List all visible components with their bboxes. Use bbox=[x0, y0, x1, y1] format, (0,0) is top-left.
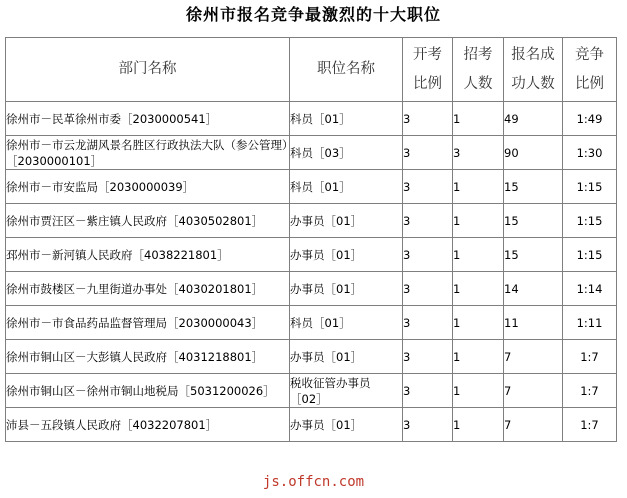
cell-dept: 徐州市－市安监局［2030000039］ bbox=[6, 170, 290, 204]
cell-exam-ratio: 3 bbox=[403, 374, 453, 408]
cell-success: 49 bbox=[504, 102, 563, 136]
cell-success: 15 bbox=[504, 170, 563, 204]
cell-dept: 沛县－五段镇人民政府［4032207801］ bbox=[6, 408, 290, 442]
cell-success: 11 bbox=[504, 306, 563, 340]
cell-dept: 邳州市－新河镇人民政府［4038221801］ bbox=[6, 238, 290, 272]
cell-competition: 1:11 bbox=[563, 306, 617, 340]
cell-position: 科员［01］ bbox=[290, 102, 403, 136]
cell-success: 90 bbox=[504, 136, 563, 170]
cell-position: 办事员［01］ bbox=[290, 204, 403, 238]
cell-success: 14 bbox=[504, 272, 563, 306]
cell-exam-ratio: 3 bbox=[403, 238, 453, 272]
cell-position: 科员［01］ bbox=[290, 306, 403, 340]
header-competition-line2: 比例 bbox=[575, 75, 604, 92]
cell-exam-ratio: 3 bbox=[403, 306, 453, 340]
header-recruit-line2: 人数 bbox=[463, 75, 493, 92]
cell-dept: 徐州市－市云龙湖风景名胜区行政执法大队（参公管理）［2030000101］ bbox=[6, 137, 288, 168]
header-success-line2: 功人数 bbox=[511, 75, 555, 92]
header-row bbox=[6, 38, 617, 102]
cell-exam-ratio: 3 bbox=[403, 102, 453, 136]
cell-recruit: 1 bbox=[453, 204, 504, 238]
table-row bbox=[6, 170, 617, 204]
page-title: 徐州市报名竞争最激烈的十大职位 bbox=[185, 5, 441, 24]
table-row bbox=[6, 374, 617, 408]
header-recruit bbox=[453, 38, 504, 102]
cell-competition: 1:7 bbox=[563, 340, 617, 374]
cell-position: 办事员［01］ bbox=[290, 408, 403, 442]
cell-success: 7 bbox=[504, 408, 563, 442]
cell-recruit: 1 bbox=[453, 374, 504, 408]
cell-recruit: 1 bbox=[453, 102, 504, 136]
header-competition-line1: 竞争 bbox=[575, 46, 604, 63]
cell-exam-ratio: 3 bbox=[403, 136, 453, 170]
cell-competition: 1:7 bbox=[563, 408, 617, 442]
header-success bbox=[504, 38, 563, 102]
cell-competition: 1:15 bbox=[563, 204, 617, 238]
cell-recruit: 1 bbox=[453, 408, 504, 442]
cell-dept: 徐州市铜山区－大彭镇人民政府［4031218801］ bbox=[6, 340, 290, 374]
cell-exam-ratio: 3 bbox=[403, 204, 453, 238]
table-row bbox=[6, 102, 617, 136]
cell-dept: 徐州市－市食品药品监督管理局［2030000043］ bbox=[6, 306, 290, 340]
table-row bbox=[6, 340, 617, 374]
cell-competition: 1:49 bbox=[563, 102, 617, 136]
cell-success: 15 bbox=[504, 204, 563, 238]
cell-exam-ratio: 3 bbox=[403, 408, 453, 442]
cell-competition: 1:15 bbox=[563, 238, 617, 272]
table-row bbox=[6, 238, 617, 272]
cell-position: 办事员［01］ bbox=[290, 238, 403, 272]
cell-recruit: 3 bbox=[453, 136, 504, 170]
table-row bbox=[6, 306, 617, 340]
header-dept: 部门名称 bbox=[6, 38, 290, 102]
table-row bbox=[6, 204, 617, 238]
header-success-line1: 报名成 bbox=[511, 46, 555, 63]
header-competition bbox=[563, 38, 617, 102]
cell-dept: 徐州市铜山区－徐州市铜山地税局［5031200026］ bbox=[6, 374, 290, 408]
cell-recruit: 1 bbox=[453, 340, 504, 374]
cell-exam-ratio: 3 bbox=[403, 272, 453, 306]
cell-position: 办事员［01］ bbox=[290, 340, 403, 374]
cell-recruit: 1 bbox=[453, 238, 504, 272]
cell-competition: 1:30 bbox=[563, 136, 617, 170]
header-exam-ratio-line1: 开考 bbox=[413, 46, 442, 63]
cell-success: 7 bbox=[504, 374, 563, 408]
header-exam-ratio bbox=[403, 38, 453, 102]
cell-recruit: 1 bbox=[453, 306, 504, 340]
cell-dept: 徐州市贾汪区－紫庄镇人民政府［4030502801］ bbox=[6, 204, 290, 238]
cell-competition: 1:14 bbox=[563, 272, 617, 306]
cell-recruit: 1 bbox=[453, 272, 504, 306]
cell-competition: 1:15 bbox=[563, 170, 617, 204]
cell-recruit: 1 bbox=[453, 170, 504, 204]
header-exam-ratio-line2: 比例 bbox=[413, 75, 442, 92]
cell-success: 15 bbox=[504, 238, 563, 272]
table-row bbox=[6, 272, 617, 306]
table-row bbox=[6, 136, 617, 170]
site-watermark: js.offcn.com bbox=[262, 474, 365, 490]
cell-exam-ratio: 3 bbox=[403, 340, 453, 374]
cell-exam-ratio: 3 bbox=[403, 170, 453, 204]
cell-dept: 徐州市－民革徐州市委［2030000541］ bbox=[6, 102, 290, 136]
cell-success: 7 bbox=[504, 340, 563, 374]
header-position: 职位名称 bbox=[290, 38, 403, 102]
cell-competition: 1:7 bbox=[563, 374, 617, 408]
cell-position: 税收征管办事员［02］ bbox=[290, 374, 403, 408]
cell-position: 科员［03］ bbox=[290, 136, 403, 170]
cell-position: 科员［01］ bbox=[290, 170, 403, 204]
cell-dept: 徐州市鼓楼区－九里街道办事处［4030201801］ bbox=[6, 272, 290, 306]
cell-position: 办事员［01］ bbox=[290, 272, 403, 306]
header-recruit-line1: 招考 bbox=[463, 46, 493, 63]
ranking-table bbox=[5, 37, 617, 442]
table-row bbox=[6, 408, 617, 442]
